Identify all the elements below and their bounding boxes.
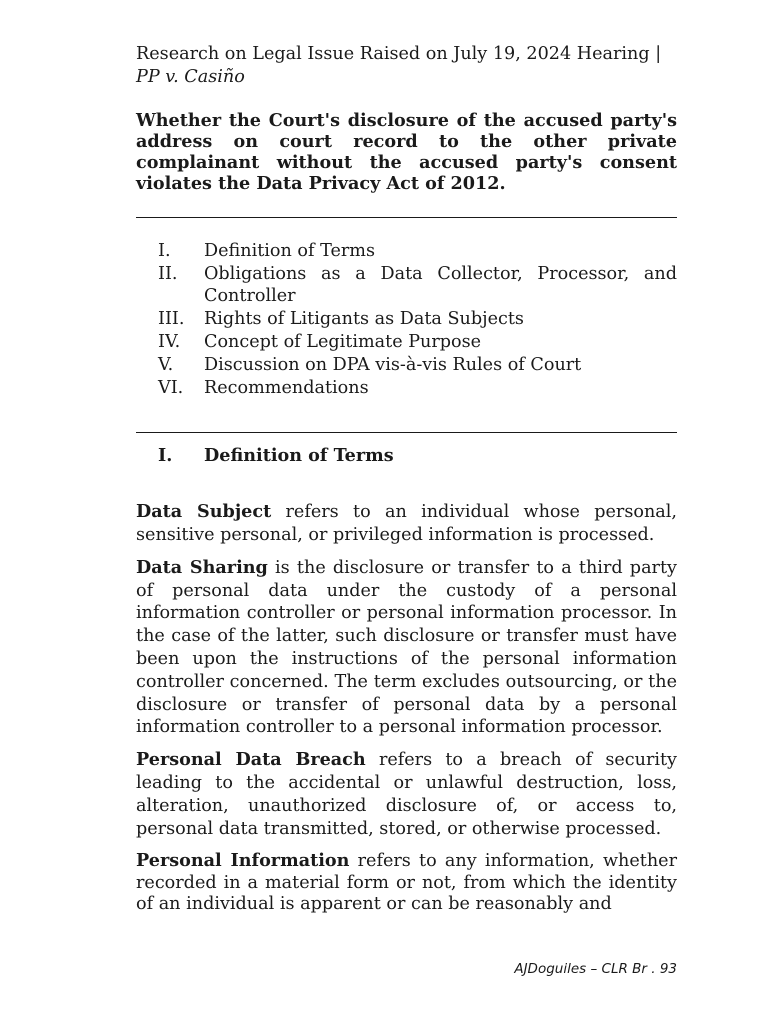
toc-item [136, 308, 677, 331]
toc-label: Definition of Terms [204, 240, 376, 261]
toc-label: Concept of Legitimate Purpose [204, 331, 482, 352]
definition-term: Personal Data Breach [136, 749, 366, 771]
definitions [136, 501, 677, 915]
toc-item [136, 377, 677, 400]
toc-item [136, 331, 677, 354]
definition-term: Personal Information [136, 850, 350, 872]
legal-question: Whether the Court's disclosure of the accused party's address on court record to the other private complainant without the accused party's consent violates the Data Privacy Act of 2012. [136, 109, 677, 195]
section-title: Definition of Terms [204, 445, 394, 467]
definition-term: Data Subject [136, 501, 272, 523]
toc-label: Recommendations [204, 377, 369, 398]
toc-label: Discussion on DPA vis-à-vis Rules of Court [204, 354, 582, 375]
definition-text: refers to a breach of security leading to the accidental or unlawful destruction, loss, alteration, unauthorized disclosure of, or access to, personal data transmitted, stored, or otherwise processed. [136, 750, 677, 839]
toc-item [136, 240, 677, 263]
definition-text: is the disclosure or transfer to a third party of personal data under the custody of a personal information controller or personal information processor. In the case of the latter, such disclosure or transfer must have been upon the instructions of the personal information controller concerned. The term excludes outsourcing, or the disclosure or transfer of personal data by a personal information controller to a personal information processor. [136, 557, 677, 738]
table-of-contents [136, 240, 677, 400]
definition-term: Data Sharing [136, 556, 268, 578]
divider [136, 217, 677, 218]
toc-number: II. [158, 263, 178, 284]
toc-item [136, 354, 677, 377]
page-footer: AJDoguiles – CLR Br . 93 [514, 961, 677, 977]
toc-item [136, 263, 677, 309]
definition-paragraph [136, 749, 677, 840]
definition-paragraph [136, 850, 677, 915]
section-number: I. [158, 445, 173, 467]
toc-label: Obligations as a Data Collector, Processor, and Controller [204, 263, 677, 307]
toc-number: VI. [158, 377, 184, 398]
toc-number: V. [158, 354, 174, 375]
definition-text: refers to an individual whose personal, sensitive personal, or privileged information is processed. [136, 502, 677, 545]
document-page [136, 43, 677, 925]
toc-number: IV. [158, 331, 181, 352]
toc-number: I. [158, 240, 171, 261]
definition-text: refers to any information, whether recorded in a material form or not, from which the identity of an individual is apparent or can be reasonably and [136, 851, 677, 914]
toc-label: Rights of Litigants as Data Subjects [204, 309, 524, 330]
definition-paragraph [136, 557, 677, 739]
section-heading [136, 445, 677, 468]
document-title: Research on Legal Issue Raised on July 19, 2024 Hearing | [136, 44, 662, 64]
toc-number: III. [158, 309, 185, 330]
case-name: PP v. Casiño [136, 66, 245, 87]
definition-paragraph [136, 501, 677, 547]
divider [136, 432, 677, 433]
